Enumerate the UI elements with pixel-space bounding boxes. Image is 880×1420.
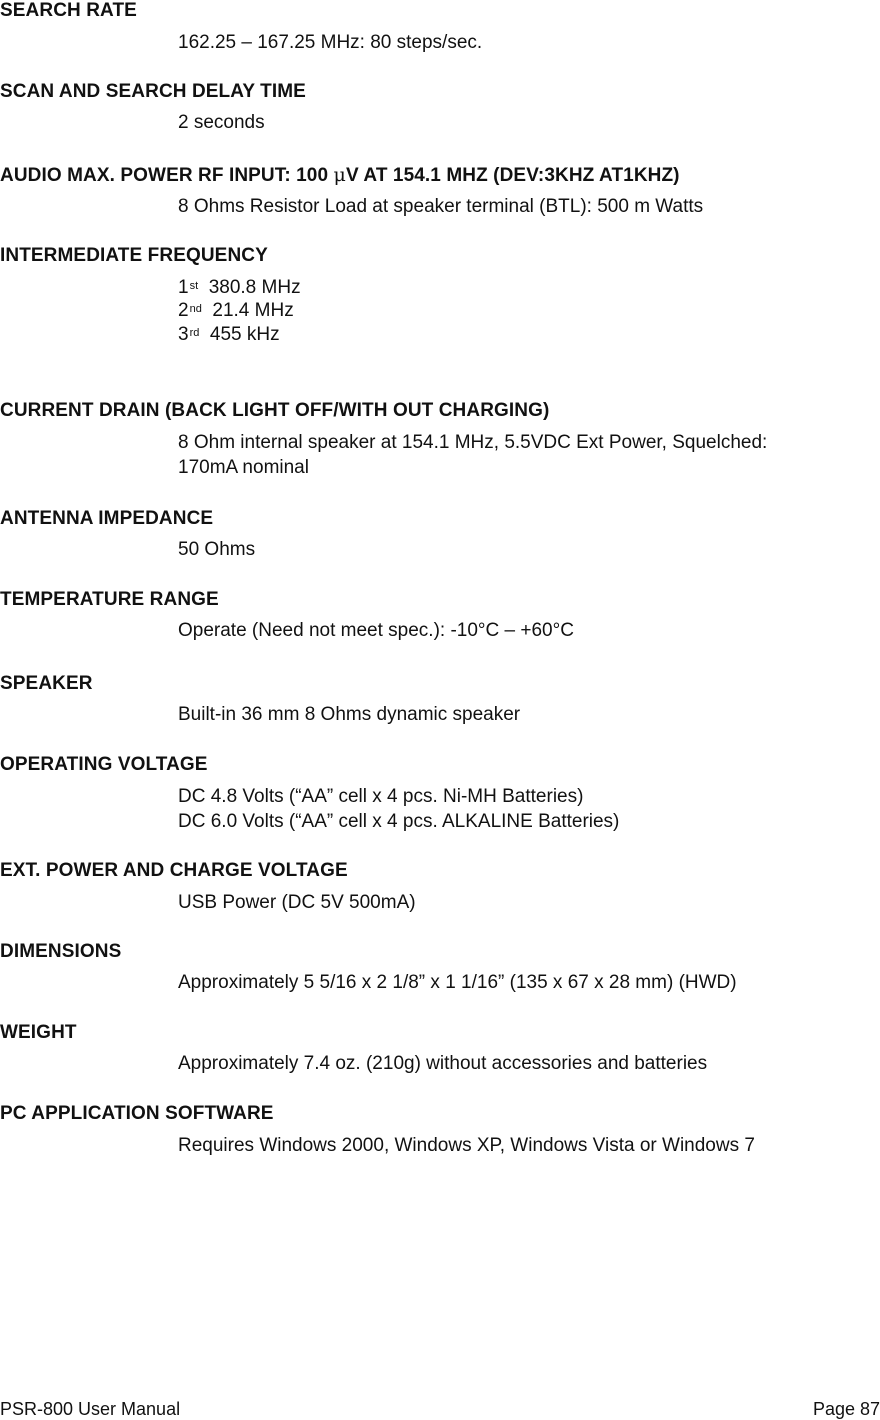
footer-page-number: Page 87 bbox=[812, 1399, 880, 1419]
speaker-heading: SPEAKER bbox=[0, 673, 93, 694]
if-ordinal-suffix: st bbox=[189, 280, 199, 292]
software-value: Requires Windows 2000, Windows XP, Windows Vista or Windows 7 bbox=[178, 1135, 755, 1156]
current-drain-line-2: 170mA nominal bbox=[178, 457, 309, 478]
dimensions-heading: DIMENSIONS bbox=[0, 941, 122, 962]
scan-delay-value: 2 seconds bbox=[178, 112, 265, 133]
if-heading: INTERMEDIATE FREQUENCY bbox=[0, 245, 268, 266]
if-value: 455 kHz bbox=[209, 324, 280, 345]
audio-power-value: 8 Ohms Resistor Load at speaker terminal (BTL): 500 m Watts bbox=[178, 196, 704, 217]
voltage-heading: OPERATING VOLTAGE bbox=[0, 754, 208, 775]
temperature-value: Operate (Need not meet spec.): -10°C – +60°C bbox=[178, 620, 574, 641]
search-rate-value: 162.25 – 167.25 MHz: 80 steps/sec. bbox=[178, 32, 483, 53]
voltage-line-1: DC 4.8 Volts (“AA” cell x 4 pcs. Ni-MH Batteries) bbox=[178, 786, 584, 807]
if-value: 21.4 MHz bbox=[212, 300, 294, 321]
if-ordinal: 3 bbox=[178, 324, 189, 345]
audio-power-heading-suffix: V AT 154.1 MHZ (DEV:3KHZ AT1KHZ) bbox=[345, 165, 680, 186]
speaker-value: Built-in 36 mm 8 Ohms dynamic speaker bbox=[178, 704, 521, 725]
search-rate-heading: SEARCH RATE bbox=[0, 0, 137, 21]
antenna-heading: ANTENNA IMPEDANCE bbox=[0, 508, 214, 529]
temperature-heading: TEMPERATURE RANGE bbox=[0, 589, 219, 610]
ext-power-heading: EXT. POWER AND CHARGE VOLTAGE bbox=[0, 860, 348, 881]
voltage-line-2: DC 6.0 Volts (“AA” cell x 4 pcs. ALKALINE Batteries) bbox=[178, 811, 620, 832]
audio-power-heading bbox=[0, 164, 680, 187]
ext-power-value: USB Power (DC 5V 500mA) bbox=[178, 892, 416, 913]
software-heading: PC APPLICATION SOFTWARE bbox=[0, 1103, 274, 1124]
if-ordinal-suffix: nd bbox=[189, 303, 202, 315]
current-drain-line-1: 8 Ohm internal speaker at 154.1 MHz, 5.5VDC Ext Power, Squelched: bbox=[178, 432, 768, 453]
if-line-1 bbox=[178, 277, 301, 299]
footer-manual-title: PSR-800 User Manual bbox=[0, 1399, 181, 1419]
audio-power-heading-prefix: AUDIO MAX. POWER RF INPUT: 100 bbox=[0, 165, 334, 186]
weight-value: Approximately 7.4 oz. (210g) without accessories and batteries bbox=[178, 1053, 708, 1074]
if-ordinal: 2 bbox=[178, 300, 189, 321]
if-line-2 bbox=[178, 300, 294, 322]
dimensions-value: Approximately 5 5/16 x 2 1/8” x 1 1/16” (135 x 67 x 28 mm) (HWD) bbox=[178, 972, 737, 993]
if-value: 380.8 MHz bbox=[208, 277, 301, 298]
if-line-3 bbox=[178, 324, 280, 346]
weight-heading: WEIGHT bbox=[0, 1022, 77, 1043]
if-ordinal-suffix: rd bbox=[189, 327, 200, 339]
scan-delay-heading: SCAN AND SEARCH DELAY TIME bbox=[0, 81, 306, 102]
current-drain-heading: CURRENT DRAIN (BACK LIGHT OFF/WITH OUT CHARGING) bbox=[0, 400, 550, 421]
micro-symbol: μ bbox=[333, 164, 346, 186]
if-ordinal: 1 bbox=[178, 277, 189, 298]
antenna-value: 50 Ohms bbox=[178, 539, 256, 560]
